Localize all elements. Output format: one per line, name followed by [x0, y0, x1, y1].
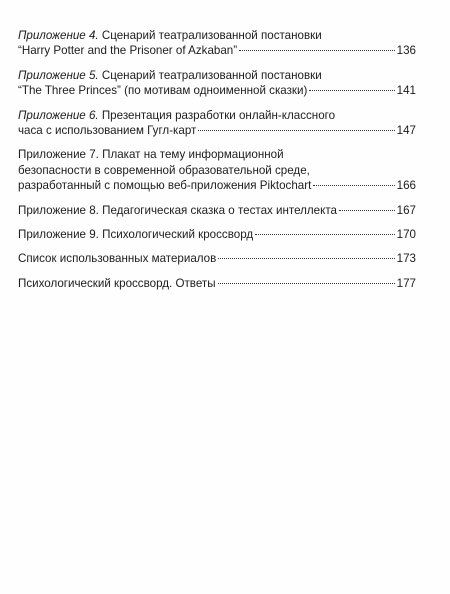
toc-entry-appendix-7[interactable]: [18, 147, 416, 193]
toc-entry-first-line: [18, 28, 416, 43]
toc-entry-appendix-6[interactable]: [18, 108, 416, 139]
toc-entry-last-line: [18, 251, 416, 266]
appendix-label: Приложение 6.: [18, 108, 99, 122]
toc-entry-appendix-5[interactable]: [18, 68, 416, 99]
toc-entry-appendix-9[interactable]: [18, 227, 416, 242]
toc-entry-appendix-8[interactable]: [18, 203, 416, 218]
toc-entry-references[interactable]: [18, 251, 416, 266]
table-of-contents: [18, 28, 416, 300]
entry-title-part: Презентация разработки онлайн-классного: [98, 108, 336, 122]
toc-entry-crossword-answers[interactable]: [18, 276, 416, 291]
toc-entry-last-line: [18, 43, 416, 58]
entry-title: Приложение 9. Психологический кроссворд: [18, 228, 254, 242]
entry-title-part: Сценарий театрализованной постановки: [98, 68, 322, 82]
entry-title-part: “Harry Potter and the Prisoner of Azkaban”: [18, 44, 238, 58]
entry-title-part: часа с использованием Гугл-карт: [18, 124, 197, 138]
entry-title-part: Сценарий театрализованной постановки: [98, 29, 322, 42]
dot-leader: [309, 89, 394, 91]
toc-entry-last-line: [18, 227, 416, 242]
dot-leader: [198, 129, 394, 131]
entry-title: Психологический кроссворд. Ответы: [18, 276, 216, 290]
toc-entry-appendix-4[interactable]: [18, 28, 416, 59]
page-number: 141: [396, 84, 416, 98]
dot-leader: [218, 257, 394, 259]
page-number: 147: [396, 124, 416, 138]
dot-leader: [218, 282, 395, 284]
appendix-label: Приложение 4.: [18, 29, 99, 42]
entry-title: Приложение 8. Педагогическая сказка о тестах интеллекта: [18, 203, 337, 217]
entry-title: Список использованных материалов: [18, 252, 217, 266]
toc-entry-last-line: [18, 276, 416, 291]
dot-leader: [255, 233, 395, 235]
toc-entry-first-line: [18, 108, 416, 123]
entry-title-part: разработанный с помощью веб-приложения Piktochart: [18, 179, 312, 193]
dot-leader: [339, 209, 395, 211]
toc-entry-first-line: Приложение 7. Плакат на тему информационной: [18, 148, 284, 162]
page-number: 170: [396, 228, 416, 242]
page-number: 166: [396, 179, 416, 193]
toc-entry-last-line: [18, 123, 416, 138]
page-number: 177: [396, 276, 416, 290]
dot-leader: [313, 184, 394, 186]
dot-leader: [239, 49, 395, 51]
toc-entry-last-line: [18, 178, 416, 193]
page-number: 167: [396, 203, 416, 217]
entry-title-part: “The Three Princes” (по мотивам одноименной сказки): [18, 84, 308, 98]
page-number: 173: [396, 252, 416, 266]
page-number: 136: [396, 44, 416, 58]
appendix-label: Приложение 5.: [18, 68, 99, 82]
toc-entry-last-line: [18, 203, 416, 218]
toc-entry-last-line: [18, 83, 416, 98]
toc-entry-first-line: [18, 68, 416, 83]
toc-entry-second-line: безопасности в современной образовательной среде,: [18, 163, 310, 177]
